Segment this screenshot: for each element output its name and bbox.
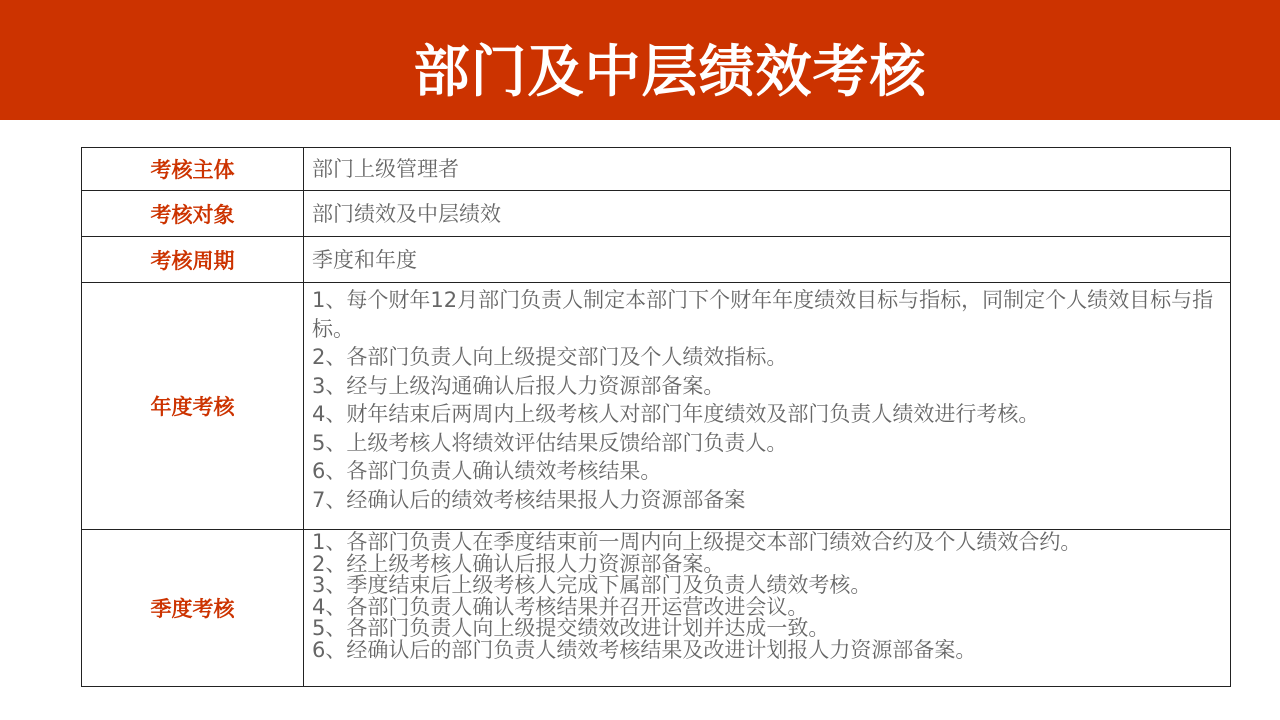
- row-label: 年度考核: [82, 283, 304, 530]
- table-row: [82, 530, 1231, 687]
- content-line: 4、财年结束后两周内上级考核人对部门年度绩效及部门负责人绩效进行考核。: [312, 402, 1040, 426]
- content-line: 部门上级管理者: [312, 157, 459, 181]
- row-content: [304, 283, 1231, 530]
- content-line: 7、经确认后的绩效考核结果报人力资源部备案: [312, 487, 746, 512]
- content-line: 1、各部门负责人在季度结束前一周内向上级提交本部门绩效合约及个人绩效合约。: [312, 530, 1082, 554]
- row-content: [304, 191, 1231, 237]
- content-line: 4、各部门负责人确认考核结果并召开运营改进会议。: [312, 594, 809, 619]
- row-content: [304, 148, 1231, 191]
- content-line: 3、经与上级沟通确认后报人力资源部备案。: [312, 373, 725, 398]
- content-line: 1、每个财年12月部门负责人制定本部门下个财年年度绩效目标与指标，同制定个人绩效目标与指标。: [312, 288, 1214, 341]
- table-row: [82, 148, 1231, 191]
- row-label: 考核主体: [82, 148, 304, 191]
- title-banner: [0, 0, 1280, 120]
- page-title: 部门及中层绩效考核: [413, 40, 927, 105]
- content-line: 5、上级考核人将绩效评估结果反馈给部门负责人。: [312, 430, 788, 455]
- content-line: 5、各部门负责人向上级提交绩效改进计划并达成一致。: [312, 616, 830, 640]
- content-line: 2、各部门负责人向上级提交部门及个人绩效指标。: [312, 345, 788, 369]
- table-row: [82, 283, 1231, 530]
- content-line: 6、各部门负责人确认绩效考核结果。: [312, 459, 662, 483]
- row-content: [304, 237, 1231, 283]
- row-label: 考核周期: [82, 237, 304, 283]
- row-label: 考核对象: [82, 191, 304, 237]
- content-line: 部门绩效及中层绩效: [312, 201, 501, 226]
- table-row: [82, 191, 1231, 237]
- content-line: 6、经确认后的部门负责人绩效考核结果及改进计划报人力资源部备案。: [312, 637, 977, 662]
- assessment-table: [81, 147, 1231, 687]
- row-label: 季度考核: [82, 530, 304, 687]
- row-content: [304, 530, 1231, 687]
- content-line: 3、季度结束后上级考核人完成下属部门及负责人绩效考核。: [312, 573, 872, 597]
- table-row: [82, 237, 1231, 283]
- content-line: 季度和年度: [312, 247, 417, 272]
- content-line: 2、经上级考核人确认后报人力资源部备案。: [312, 551, 725, 576]
